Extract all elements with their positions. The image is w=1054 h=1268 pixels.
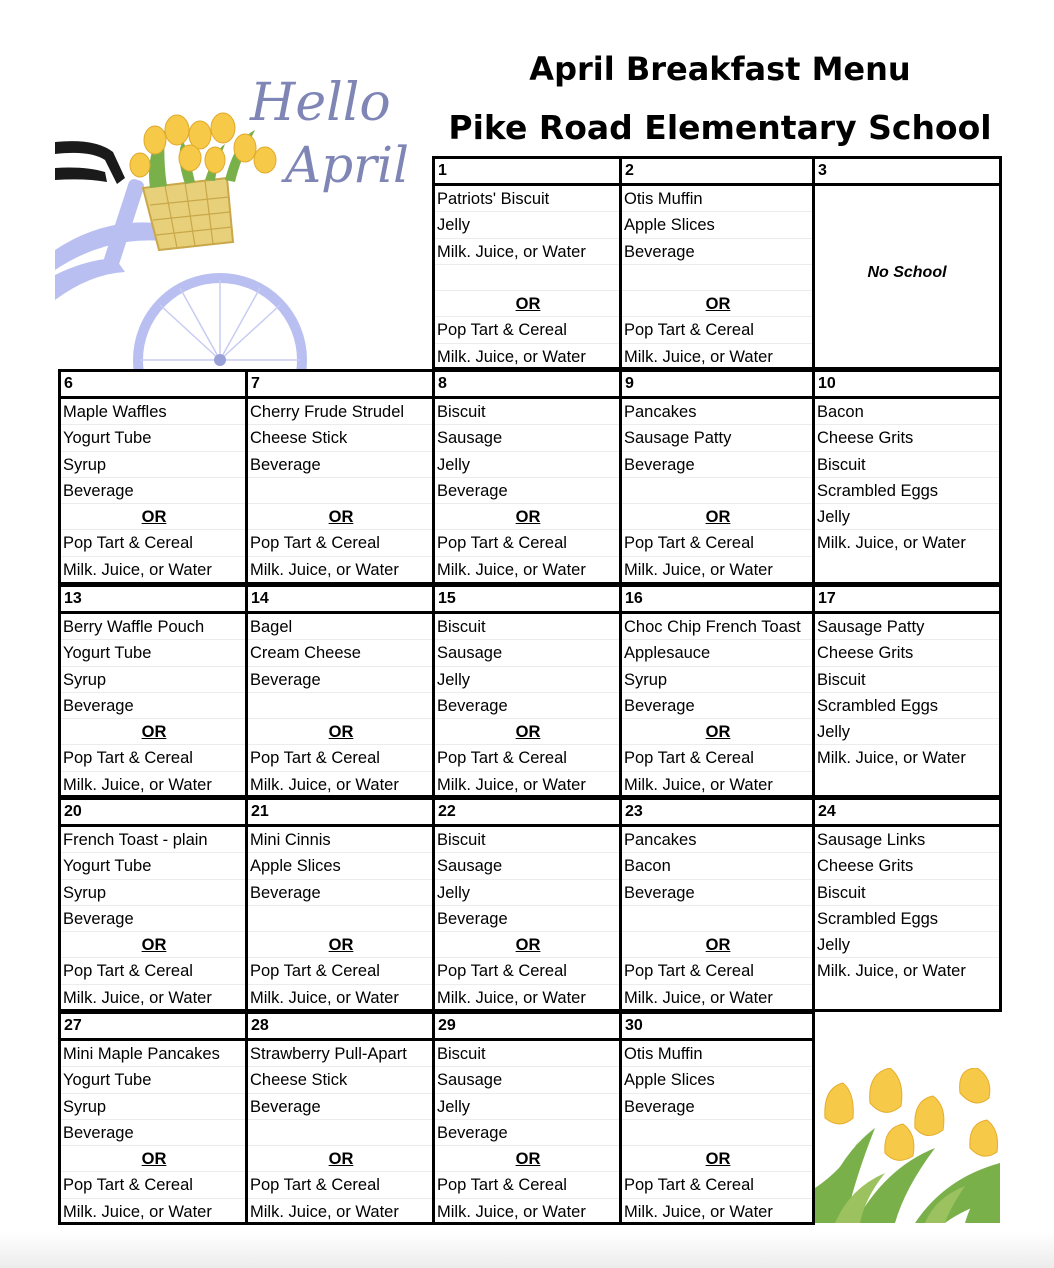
menu-item: Milk. Juice, or Water (437, 560, 586, 579)
day-number: 16 (622, 587, 812, 614)
day-menu (622, 1041, 812, 1225)
day-number: 23 (622, 800, 812, 827)
menu-item: Milk. Juice, or Water (817, 534, 966, 553)
day-cell-23 (619, 797, 815, 1012)
menu-item: Pop Tart & Cereal (622, 1172, 812, 1198)
menu-item: Milk. Juice, or Water (250, 988, 399, 1007)
menu-item: Pop Tart & Cereal (435, 1172, 619, 1198)
menu-item: Cream Cheese (248, 640, 432, 666)
greeting-april: April (285, 136, 409, 194)
menu-item: Cherry Frude Strudel (248, 399, 432, 425)
menu-item (248, 478, 432, 504)
day-menu (435, 399, 619, 583)
tulips-illustration (815, 1068, 1000, 1223)
menu-item: Otis Muffin (622, 186, 812, 212)
menu-item: Sausage Patty (622, 425, 812, 451)
menu-item: Beverage (61, 478, 245, 504)
menu-item (622, 1120, 812, 1146)
menu-item (622, 906, 812, 932)
day-menu (61, 827, 245, 1011)
menu-item: Beverage (622, 880, 812, 906)
menu-item: Jelly (815, 504, 999, 530)
menu-item: Syrup (61, 667, 245, 693)
day-number: 27 (61, 1014, 245, 1041)
menu-item: Sausage Links (815, 827, 999, 853)
menu-item: Milk. Juice, or Water (437, 775, 586, 794)
or-separator: OR (622, 504, 812, 530)
menu-item: Apple Slices (622, 1067, 812, 1093)
or-separator: OR (622, 932, 812, 958)
menu-item: Syrup (61, 1094, 245, 1120)
day-cell-30 (619, 1011, 815, 1225)
day-number: 29 (435, 1014, 619, 1041)
or-separator: OR (61, 719, 245, 745)
or-separator: OR (61, 932, 245, 958)
day-menu (815, 399, 999, 557)
menu-item: Milk. Juice, or Water (250, 560, 399, 579)
day-number: 24 (815, 800, 999, 827)
day-cell-27 (58, 1011, 248, 1225)
school-name: Pike Road Elementary School (448, 108, 992, 147)
day-cell-9 (619, 369, 815, 585)
menu-item: Apple Slices (622, 212, 812, 238)
day-cell-17 (812, 584, 1002, 798)
menu-item: Pop Tart & Cereal (435, 745, 619, 771)
menu-item: Milk. Juice, or Water (624, 347, 773, 366)
or-separator: OR (248, 932, 432, 958)
day-number: 21 (248, 800, 432, 827)
day-number: 17 (815, 587, 999, 614)
hello-april-bicycle-illustration (55, 60, 430, 370)
menu-item: Cheese Grits (815, 425, 999, 451)
menu-item: Mini Maple Pancakes (61, 1041, 245, 1067)
menu-item: Beverage (248, 1094, 432, 1120)
menu-item: Beverage (248, 880, 432, 906)
day-cell-10 (812, 369, 1002, 585)
menu-item: Sausage (435, 425, 619, 451)
day-cell-21 (245, 797, 435, 1012)
or-separator: OR (435, 1146, 619, 1172)
menu-item: Biscuit (815, 667, 999, 693)
menu-item: Jelly (435, 452, 619, 478)
menu-item: Biscuit (435, 399, 619, 425)
menu-item: Milk. Juice, or Water (63, 988, 212, 1007)
menu-item: Bacon (622, 853, 812, 879)
menu-item (248, 1120, 432, 1146)
menu-item (435, 265, 619, 291)
menu-item: Pop Tart & Cereal (248, 1172, 432, 1198)
or-separator: OR (248, 504, 432, 530)
day-number: 1 (435, 159, 619, 186)
day-menu (248, 399, 432, 583)
day-cell-6 (58, 369, 248, 585)
menu-item: Milk. Juice, or Water (63, 775, 212, 794)
day-cell-29 (432, 1011, 622, 1225)
day-number: 30 (622, 1014, 812, 1041)
menu-title: April Breakfast Menu (529, 50, 911, 88)
menu-item: Biscuit (435, 614, 619, 640)
menu-item: Pop Tart & Cereal (248, 958, 432, 984)
menu-item: Jelly (435, 667, 619, 693)
day-number: 13 (61, 587, 245, 614)
menu-item: Pancakes (622, 399, 812, 425)
menu-item: Strawberry Pull-Apart (248, 1041, 432, 1067)
menu-item: Pop Tart & Cereal (248, 530, 432, 556)
or-separator: OR (622, 1146, 812, 1172)
or-separator: OR (435, 932, 619, 958)
menu-item: Yogurt Tube (61, 853, 245, 879)
day-cell-16 (619, 584, 815, 798)
menu-item: Biscuit (815, 880, 999, 906)
day-menu (61, 1041, 245, 1225)
or-separator: OR (248, 1146, 432, 1172)
menu-item: Pop Tart & Cereal (622, 958, 812, 984)
or-separator: OR (622, 719, 812, 745)
day-number: 8 (435, 372, 619, 399)
greeting-hello: Hello (250, 73, 391, 133)
day-menu (248, 1041, 432, 1225)
menu-item: Scrambled Eggs (815, 693, 999, 719)
menu-item: Jelly (435, 212, 619, 238)
menu-item: Beverage (248, 667, 432, 693)
day-cell-2 (619, 156, 815, 370)
menu-item: Milk. Juice, or Water (250, 1202, 399, 1221)
menu-item: Pop Tart & Cereal (622, 745, 812, 771)
day-cell-15 (432, 584, 622, 798)
day-menu (435, 186, 619, 370)
day-menu (815, 827, 999, 985)
menu-item: Beverage (435, 693, 619, 719)
menu-item: Milk. Juice, or Water (817, 749, 966, 768)
menu-item: Choc Chip French Toast (622, 614, 812, 640)
menu-item: Milk. Juice, or Water (63, 1202, 212, 1221)
day-cell-24 (812, 797, 1002, 1012)
menu-item: Pop Tart & Cereal (61, 958, 245, 984)
menu-item: Otis Muffin (622, 1041, 812, 1067)
menu-item: Sausage Patty (815, 614, 999, 640)
day-cell-28 (245, 1011, 435, 1225)
menu-item: Beverage (61, 693, 245, 719)
day-menu (248, 614, 432, 798)
day-menu (435, 827, 619, 1011)
day-cell-8 (432, 369, 622, 585)
menu-item: Beverage (248, 452, 432, 478)
or-separator: OR (248, 719, 432, 745)
menu-item: Biscuit (815, 452, 999, 478)
day-number: 9 (622, 372, 812, 399)
menu-item (248, 693, 432, 719)
menu-item: Beverage (622, 452, 812, 478)
menu-item: Milk. Juice, or Water (63, 560, 212, 579)
menu-item: Beverage (435, 906, 619, 932)
or-separator: OR (622, 291, 812, 317)
menu-item: Beverage (61, 1120, 245, 1146)
menu-item: Cheese Grits (815, 640, 999, 666)
day-cell-14 (245, 584, 435, 798)
day-number: 3 (815, 159, 999, 186)
or-separator: OR (435, 719, 619, 745)
menu-item: Syrup (61, 880, 245, 906)
menu-item: Jelly (435, 1094, 619, 1120)
or-separator: OR (61, 1146, 245, 1172)
menu-item: Beverage (622, 239, 812, 265)
menu-item: Pop Tart & Cereal (435, 530, 619, 556)
day-menu (622, 399, 812, 583)
menu-item: Milk. Juice, or Water (624, 1202, 773, 1221)
menu-item: Milk. Juice, or Water (624, 988, 773, 1007)
menu-item: Yogurt Tube (61, 1067, 245, 1093)
menu-item: Scrambled Eggs (815, 906, 999, 932)
menu-item: Milk. Juice, or Water (817, 962, 966, 981)
day-number: 10 (815, 372, 999, 399)
day-cell-13 (58, 584, 248, 798)
day-cell-3 (812, 156, 1002, 370)
day-cell-20 (58, 797, 248, 1012)
menu-item: Mini Cinnis (248, 827, 432, 853)
menu-item: Biscuit (435, 827, 619, 853)
day-menu (622, 614, 812, 798)
day-number: 20 (61, 800, 245, 827)
day-number: 6 (61, 372, 245, 399)
day-menu (435, 1041, 619, 1225)
menu-item: Beverage (622, 1094, 812, 1120)
day-number: 7 (248, 372, 432, 399)
menu-item: Pop Tart & Cereal (61, 1172, 245, 1198)
menu-item: Milk. Juice, or Water (624, 560, 773, 579)
menu-item: Pop Tart & Cereal (61, 745, 245, 771)
menu-item: Beverage (435, 478, 619, 504)
menu-item: Milk. Juice, or Water (250, 775, 399, 794)
day-number: 22 (435, 800, 619, 827)
menu-item: Syrup (622, 667, 812, 693)
menu-item: Applesauce (622, 640, 812, 666)
menu-item: Berry Waffle Pouch (61, 614, 245, 640)
menu-item: Pancakes (622, 827, 812, 853)
menu-item: Beverage (622, 693, 812, 719)
menu-item: Beverage (435, 1120, 619, 1146)
menu-item: Scrambled Eggs (815, 478, 999, 504)
menu-item: Bacon (815, 399, 999, 425)
menu-item: Sausage (435, 853, 619, 879)
page-bottom-shadow (0, 1232, 1054, 1268)
menu-item: Pop Tart & Cereal (622, 317, 812, 343)
or-separator: OR (61, 504, 245, 530)
menu-item: Pop Tart & Cereal (248, 745, 432, 771)
day-number: 15 (435, 587, 619, 614)
menu-item: Beverage (61, 906, 245, 932)
menu-item: Jelly (815, 932, 999, 958)
menu-item: Pop Tart & Cereal (622, 530, 812, 556)
menu-item: Milk. Juice, or Water (437, 1202, 586, 1221)
day-menu (61, 399, 245, 583)
menu-item: Jelly (435, 880, 619, 906)
menu-item (248, 906, 432, 932)
menu-item: Sausage (435, 1067, 619, 1093)
day-cell-7 (245, 369, 435, 585)
day-number: 14 (248, 587, 432, 614)
day-menu (435, 614, 619, 798)
menu-item: Pop Tart & Cereal (435, 958, 619, 984)
day-number: 28 (248, 1014, 432, 1041)
menu-item: Yogurt Tube (61, 640, 245, 666)
menu-item: French Toast - plain (61, 827, 245, 853)
no-school-note: No School (867, 264, 947, 281)
menu-item: Apple Slices (248, 853, 432, 879)
menu-item: Syrup (61, 452, 245, 478)
day-menu (622, 827, 812, 1011)
menu-item: Pop Tart & Cereal (61, 530, 245, 556)
menu-item: Cheese Stick (248, 1067, 432, 1093)
menu-item: Yogurt Tube (61, 425, 245, 451)
menu-item: Jelly (815, 719, 999, 745)
day-menu (622, 186, 812, 370)
menu-item (622, 265, 812, 291)
day-cell-1 (432, 156, 622, 370)
menu-item: Milk. Juice, or Water (435, 239, 619, 265)
day-menu (815, 614, 999, 772)
menu-item: Biscuit (435, 1041, 619, 1067)
or-separator: OR (435, 504, 619, 530)
or-separator: OR (435, 291, 619, 317)
menu-item: Cheese Grits (815, 853, 999, 879)
menu-item (622, 478, 812, 504)
menu-item: Bagel (248, 614, 432, 640)
menu-item: Milk. Juice, or Water (624, 775, 773, 794)
menu-item: Sausage (435, 640, 619, 666)
menu-item: Cheese Stick (248, 425, 432, 451)
menu-item: Pop Tart & Cereal (435, 317, 619, 343)
day-number: 2 (622, 159, 812, 186)
day-cell-22 (432, 797, 622, 1012)
menu-item: Milk. Juice, or Water (437, 347, 586, 366)
menu-item: Milk. Juice, or Water (437, 988, 586, 1007)
day-menu (61, 614, 245, 798)
menu-item: Maple Waffles (61, 399, 245, 425)
day-menu (248, 827, 432, 1011)
menu-item: Patriots' Biscuit (435, 186, 619, 212)
